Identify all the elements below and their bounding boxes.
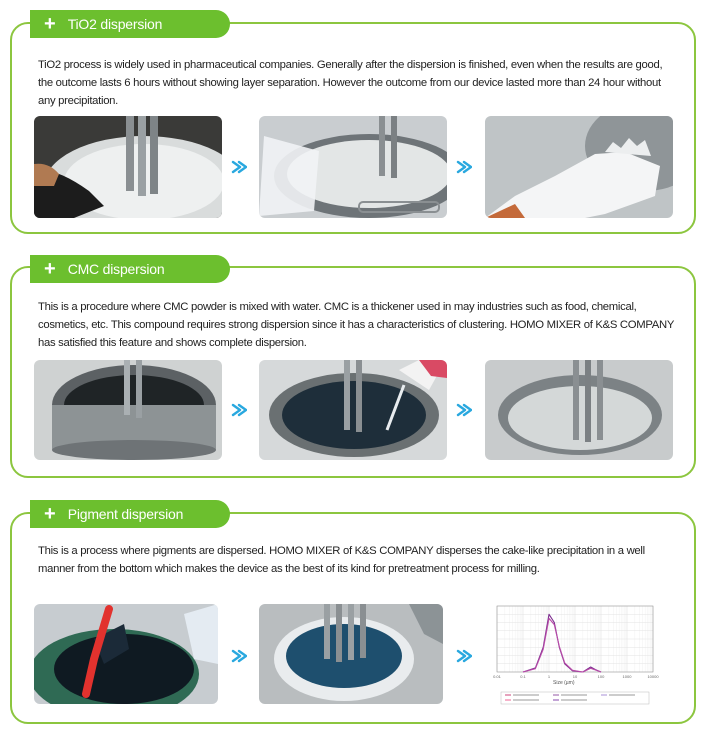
- legend-box: [501, 692, 649, 704]
- photo-pigment-cake: [34, 604, 218, 704]
- arrow-right-icon: [456, 649, 472, 663]
- x-tick-label: 10: [572, 674, 578, 679]
- legend-label: [513, 694, 539, 696]
- plus-icon: +: [44, 258, 56, 280]
- x-tick-label: 0.1: [520, 674, 526, 679]
- section-description: This is a procedure where CMC powder is mixed with water. CMC is a thickener used in may industries such as food, chemical, cosmetics, etc. This compound requires strong dispersion since it has a characteristics of clustering. HOMO MIXER of K&S COMPANY has satisfied this feature and shows complete dispersion.: [38, 301, 674, 349]
- x-tick-label: 0.01: [493, 674, 501, 679]
- photo-cmc-empty: [34, 360, 222, 460]
- photo-pigment-mixing: [259, 604, 443, 704]
- section-title: TiO2 dispersion: [67, 16, 163, 32]
- photo-tio2-mixing: [34, 116, 222, 218]
- section-description: TiO2 process is widely used in pharmaceutical companies. Generally after the dispersion is finished, even when the results are good, the outcome lasts 6 hours without showing layer separation. However the outcome from our device lasted more than 24 hour without any precipitation.: [38, 59, 663, 107]
- arrow-right-icon: [456, 403, 472, 417]
- arrow-right-icon: [456, 160, 472, 174]
- photo-cmc-result: [485, 360, 673, 460]
- x-tick-label: 1000: [622, 674, 632, 679]
- arrow-right-icon: [231, 403, 247, 417]
- section-description: This is a process where pigments are dispersed. HOMO MIXER of K&S COMPANY disperses the cake-like precipitation in a well manner from the bottom which makes the device as the best of its kind for pretreatment process for milling.: [38, 545, 645, 575]
- photo-tio2-result: [485, 116, 673, 218]
- section-title: Pigment dispersion: [67, 506, 184, 522]
- particle-size-chart: [483, 598, 663, 708]
- arrow-right-icon: [231, 649, 247, 663]
- photo-tio2-pouring: [259, 116, 447, 218]
- legend-label: [561, 699, 587, 701]
- chart-xlabel: Size (µm): [553, 680, 575, 686]
- legend-label: [561, 694, 587, 696]
- x-tick-label: 1: [547, 674, 551, 679]
- legend-label: [513, 699, 539, 701]
- plus-icon: +: [44, 503, 56, 525]
- series-line: [523, 614, 601, 672]
- section-tab-tio2: [30, 10, 230, 38]
- legend-label: [609, 694, 635, 696]
- section-tab-cmc: [30, 255, 230, 283]
- section-title: CMC dispersion: [67, 261, 165, 277]
- plus-icon: +: [44, 13, 56, 35]
- arrow-right-icon: [231, 160, 247, 174]
- x-tick-label: 100: [597, 674, 605, 679]
- particle-size-chart-svg: [483, 598, 663, 708]
- photo-cmc-adding: [259, 360, 447, 460]
- section-tab-pigment: [30, 500, 230, 528]
- x-tick-label: 10000: [647, 674, 659, 679]
